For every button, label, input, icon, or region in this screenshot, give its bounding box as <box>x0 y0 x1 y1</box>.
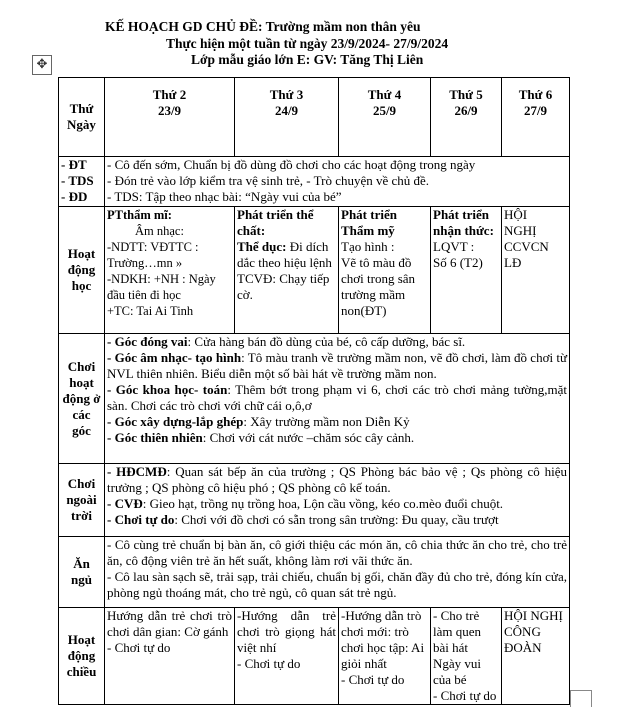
meal-label: Ăn ngủ <box>59 537 105 608</box>
afternoon-wed: -Hướng dẫn trò chơi mới: trò chơi học tập: Ai giỏi nhất - Chơi tự do <box>339 608 431 705</box>
corners-label: Chơi hoạt động ở các góc <box>59 334 105 464</box>
plan-week: Thực hiện một tuần từ ngày 23/9/2024- 27/9/2024 <box>166 36 449 51</box>
outdoor-row <box>59 464 570 537</box>
activities-label: Hoạt động học <box>59 207 105 334</box>
day-header-tue <box>235 78 339 157</box>
day-name: Thứ 3 <box>269 87 304 102</box>
outdoor-content <box>105 464 570 537</box>
corner-item: - Góc thiên nhiên: Chơi với cát nước –chăm sóc cây cảnh. <box>107 430 415 445</box>
plan-title: KẾ HOẠCH GD CHỦ ĐỀ: Trường mầm non thân yêu <box>105 19 421 34</box>
afternoon-tue: -Hướng dẫn trẻ chơi trò giọng hát việt nhí - Chơi tự do <box>235 608 339 705</box>
day-name: Thứ 2 <box>152 87 187 102</box>
morning-row <box>59 157 570 207</box>
activity-thu: Phát triển nhận thức: LQVT : Số 6 (T2) <box>431 207 502 334</box>
day-header-wed <box>339 78 431 157</box>
day-date: 26/9 <box>454 103 478 118</box>
activity-mon: PTthẩm mĩ: Âm nhạc: -NDTT: VĐTTC : Trường…mn » -NDKH: +NH : Ngày đầu tiên đi học +TC: Tai Ai Tinh <box>105 207 235 334</box>
afternoon-fri: HỘI NGHỊ CÔNG ĐOÀN <box>502 608 570 705</box>
corners-row <box>59 334 570 464</box>
outdoor-item: - HĐCMĐ: Quan sát bếp ăn của trường ; QS Phòng bác bảo vệ ; Qs phòng cô hiệu trưởng ; QS phòng cô hiệu phó ; QS phòng cô kế toán. <box>107 464 567 495</box>
day-name: Thứ 4 <box>367 87 402 102</box>
corner-cell: Thứ Ngày <box>59 78 105 157</box>
activity-fri: HỘI NGHỊ CCVCN LĐ <box>502 207 570 334</box>
resize-box-icon[interactable] <box>570 690 592 707</box>
corner-item: - Góc đóng vai: Cửa hàng bán đồ dùng của bé, cô cấp dưỡng, bác sĩ. <box>107 334 466 349</box>
day-header-mon <box>105 78 235 157</box>
day-date: 27/9 <box>523 103 548 118</box>
corner-item: - Góc âm nhạc- tạo hình: Tô màu tranh về trường mầm non, vẽ đồ chơi, làm đồ chơi từ NVL thiên nhiên. Biểu diễn một số bài hát về trường mầm non. <box>107 350 567 381</box>
day-date: 25/9 <box>372 103 397 118</box>
afternoon-row <box>59 608 570 705</box>
plan-class: Lớp mẫu giáo lớn E: GV: Tăng Thị Liên <box>191 52 424 67</box>
activity-wed: Phát triển Thẩm mỹ Tạo hình : Vẽ tô màu đồ chơi trong sân trường mầm non(ĐT) <box>339 207 431 334</box>
outdoor-item: - CVĐ: Gieo hạt, trồng nụ trồng hoa, Lộn cầu vồng, kéo co.mèo đuổi chuột. <box>107 496 504 511</box>
activities-row <box>59 207 570 334</box>
activity-tue: Phát triển thể chất: Thể dục: Đi dích dắc theo hiệu lệnh TCVĐ: Chạy tiếp cờ. <box>235 207 339 334</box>
morning-label: - ĐT - TDS - ĐD <box>59 157 105 207</box>
corners-content <box>105 334 570 464</box>
day-date: 23/9 <box>157 103 182 118</box>
plan-table <box>58 77 570 705</box>
day-header-thu <box>431 78 502 157</box>
morning-content: - Cô đến sớm, Chuẩn bị đồ dùng đồ chơi cho các hoạt động trong ngày - Đón trẻ vào lớp kiểm tra vệ sinh trẻ, - Trò chuyện về chủ đề. - TDS: Tập theo nhạc bài: “Ngày vui của bé” <box>105 157 570 207</box>
afternoon-mon: Hướng dẫn trẻ chơi trò chơi dân gian: Cờ gánh - Chơi tự do <box>105 608 235 705</box>
corner-item: - Góc khoa học- toán: Thêm bớt trong phạm vi 6, chơi các trò chơi mảng tường,mặt sàn. Chơi các trò chơi với chữ cái o,ô,ơ <box>107 382 568 413</box>
afternoon-label: Hoạt động chiều <box>59 608 105 705</box>
corner-item: - Góc xây dựng-lắp ghép: Xây trường mầm non Diễn Kỷ <box>107 414 410 429</box>
move-handle-icon[interactable]: ✥ <box>32 55 52 75</box>
meal-content: - Cô cùng trẻ chuẩn bị bàn ăn, cô giới thiệu các món ăn, cô chia thức ăn cho trẻ, cho trẻ ăn, cô động viên trẻ ăn hết suất, không làm rơi vãi thức ăn. - Cô lau sàn sạch sẽ, trải sạp, trải chiếu, chuẩn bị gối, chăn đầy đủ cho trẻ, đóng kín cửa, phòng ngủ thoáng mát, cho trẻ ngủ, cô quan sát trẻ ngủ. <box>105 537 570 608</box>
day-name: Thứ 5 <box>449 87 483 102</box>
outdoor-item: - Chơi tự do: Chơi với đồ chơi có sẵn trong sân trường: Đu quay, cầu trượt <box>107 512 499 527</box>
day-date: 24/9 <box>274 103 299 118</box>
outdoor-label: Chơi ngoài trời <box>59 464 105 537</box>
afternoon-thu: - Cho trẻ làm quen bài hát Ngày vui của bé - Chơi tự do <box>431 608 502 705</box>
day-name: Thứ 6 <box>518 87 553 102</box>
day-header-fri <box>502 78 570 157</box>
day-header-row <box>59 78 570 157</box>
meal-row <box>59 537 570 608</box>
